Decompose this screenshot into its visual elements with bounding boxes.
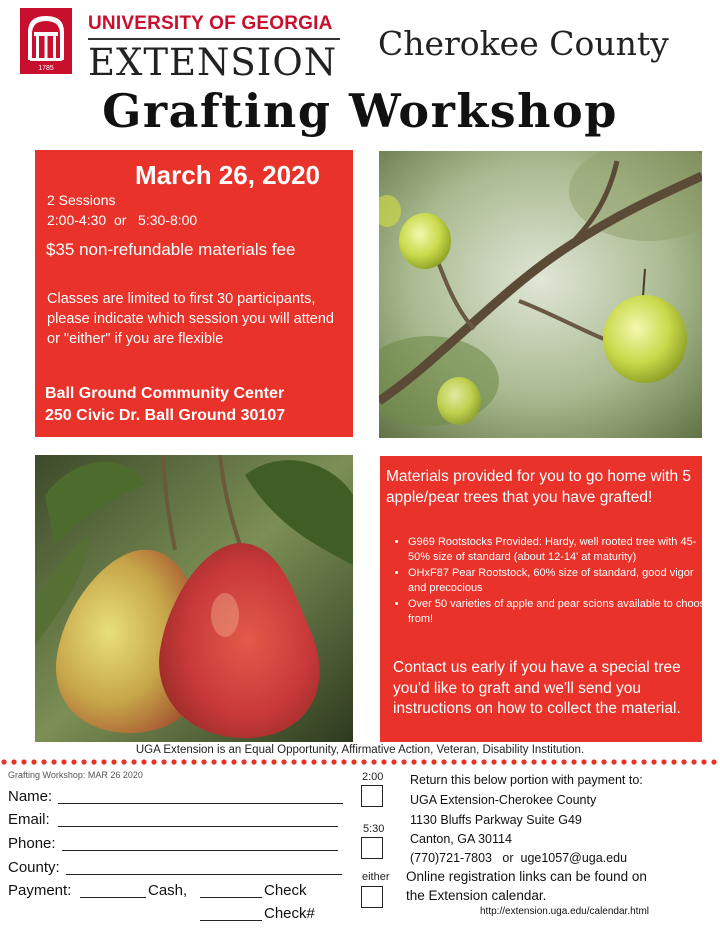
phone-field[interactable] <box>62 850 338 851</box>
venue-address: 250 Civic Dr. Ball Ground 30107 <box>45 407 286 424</box>
contact-note: Contact us early if you have a special tree you'd like to graft and we'll send you instructions on how to collect the material. <box>393 659 681 717</box>
extension-wordmark: EXTENSION <box>88 41 338 84</box>
dotted-cut-line <box>0 758 720 766</box>
logo-divider <box>88 38 340 40</box>
return-city: Canton, GA 30114 <box>410 832 512 846</box>
session-530-label: 5:30 <box>363 823 385 835</box>
cash-label: Cash, <box>148 882 188 899</box>
list-item: • OHxF87 Pear Rootstock, 60% size of standard, good vigor and precocious <box>408 566 714 595</box>
materials-list <box>388 535 714 628</box>
name-label: Name: <box>8 788 53 805</box>
pear-photo <box>35 455 353 742</box>
name-field[interactable] <box>58 803 343 804</box>
list-item: • G969 Rootstocks Provided: Hardy, well rooted tree with 45-50% size of standard (about 12-14' at maturity) <box>408 535 714 564</box>
county-label: County: <box>8 859 60 876</box>
apple-tree-photo <box>379 151 702 438</box>
online-registration-line1: Online registration links can be found on <box>406 869 647 884</box>
email-label: Email: <box>8 811 50 828</box>
session-2pm-checkbox[interactable] <box>361 785 383 807</box>
university-name: UNIVERSITY OF GEORGIA <box>88 13 333 34</box>
session-2pm-label: 2:00 <box>362 771 384 783</box>
return-org: UGA Extension-Cherokee County <box>410 793 597 807</box>
seal-year: 1785 <box>38 65 54 72</box>
venue <box>45 383 285 427</box>
email-field[interactable] <box>58 826 338 827</box>
check-number-field[interactable] <box>200 920 262 921</box>
return-contact: (770)721-7803 or uge1057@uga.edu <box>410 851 628 865</box>
page-title: Grafting Workshop <box>102 84 618 138</box>
phone-label: Phone: <box>8 835 56 852</box>
arch-icon <box>20 8 72 74</box>
return-heading: Return this below portion with payment to: <box>410 773 643 787</box>
cash-amount-field[interactable] <box>80 897 146 898</box>
session-times: 2:00-4:30 or 5:30-8:00 <box>47 212 198 228</box>
uga-arch-logo <box>20 8 72 74</box>
session-either-checkbox[interactable] <box>361 886 383 908</box>
venue-name: Ball Ground Community Center <box>45 385 285 402</box>
check-number-label: Check# <box>264 905 315 922</box>
check-label: Check <box>264 882 307 899</box>
county-field[interactable] <box>66 874 342 875</box>
return-street: 1130 Bluffs Parkway Suite G49 <box>410 813 582 827</box>
form-caption: Grafting Workshop: MAR 26 2020 <box>8 770 143 780</box>
calendar-url[interactable]: http://extension.uga.edu/calendar.html <box>480 906 650 917</box>
payment-label: Payment: <box>8 882 72 899</box>
list-item: • Over 50 varieties of apple and pear scions available to choose from! <box>408 597 714 626</box>
eeo-statement: UGA Extension is an Equal Opportunity, Affirmative Action, Veteran, Disability Institution. <box>135 744 585 756</box>
materials-intro: Materials provided for you to go home with 5 apple/pear trees that you have grafted! <box>386 468 691 506</box>
event-date: March 26, 2020 <box>135 160 321 190</box>
sessions-label: 2 Sessions <box>47 192 116 208</box>
check-amount-field[interactable] <box>200 897 262 898</box>
participant-limit-note: Classes are limited to first 30 participants, please indicate which session you will attend or "either" if you are flexible <box>47 291 334 347</box>
session-either-label: either <box>362 871 390 883</box>
online-registration-line2: the Extension calendar. <box>406 888 547 903</box>
county-name: Cherokee County <box>378 24 669 63</box>
session-530-checkbox[interactable] <box>361 837 383 859</box>
materials-fee: $35 non-refundable materials fee <box>46 240 296 259</box>
